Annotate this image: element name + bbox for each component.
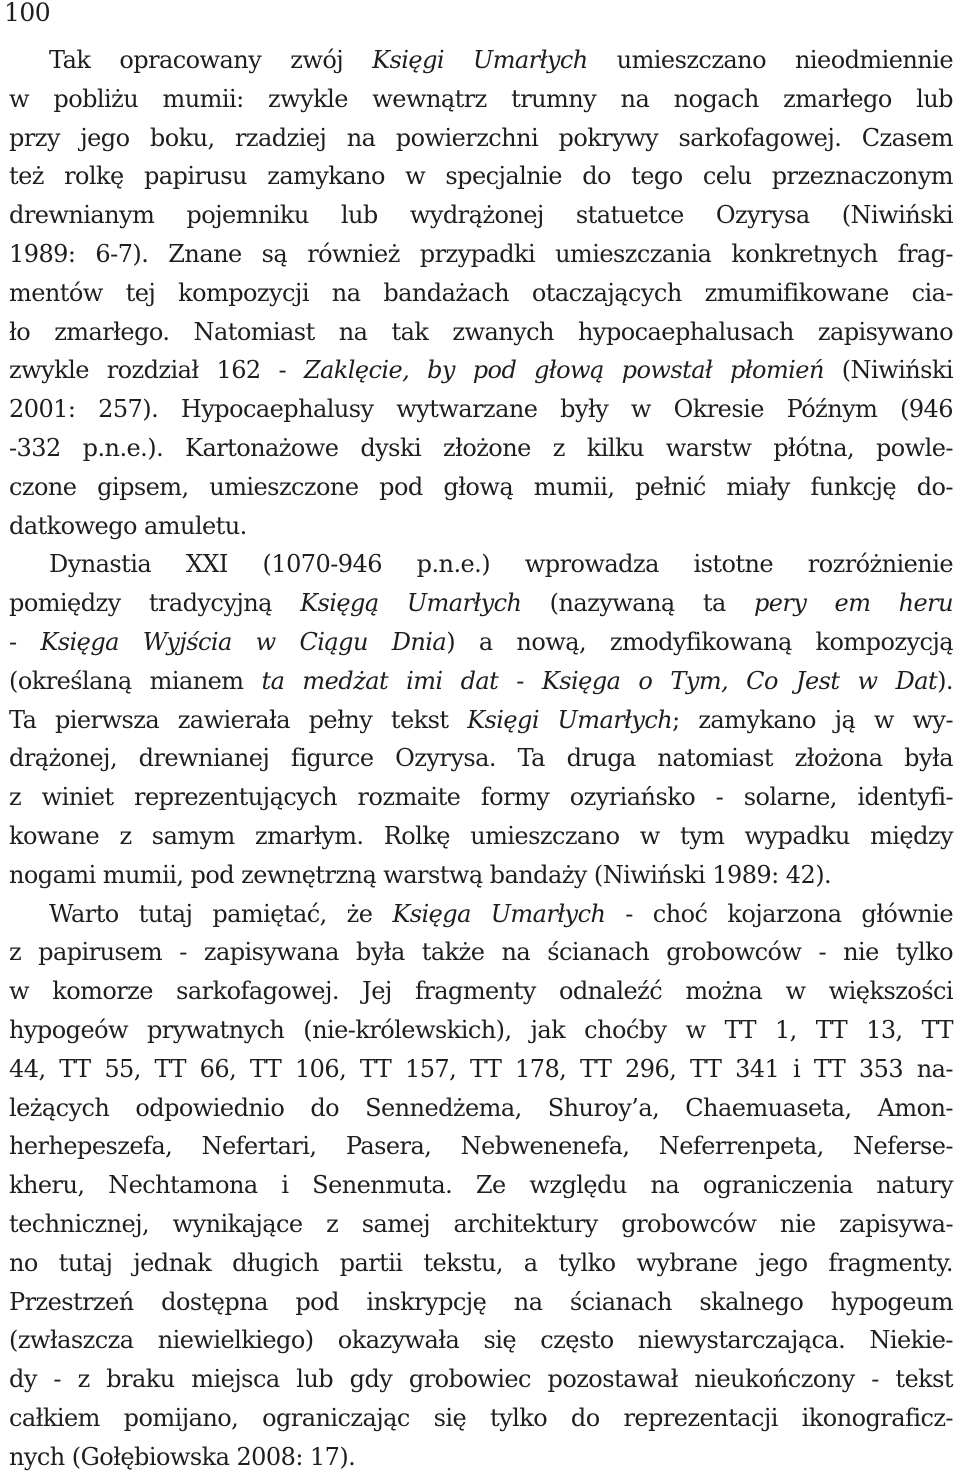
text-line xyxy=(9,157,953,196)
text-line xyxy=(9,274,953,313)
text-line xyxy=(9,662,953,701)
text-segment: też rolkę papirusu zamykano w specjalnie do tego celu przeznaczonym xyxy=(9,162,953,191)
text-segment: pomiędzy tradycyjną xyxy=(9,589,301,618)
text-segment: umieszczano nieodmiennie xyxy=(587,46,953,74)
text-line xyxy=(9,933,953,972)
text-line xyxy=(9,1360,953,1399)
text-line xyxy=(9,778,953,817)
text-segment: ). xyxy=(937,666,953,695)
paragraph xyxy=(9,545,953,894)
text-segment: - xyxy=(498,666,542,695)
text-segment: technicznej, wynikające z samej architektury grobowców nie zapisywa- xyxy=(9,1209,953,1238)
text-segment: leżących odpowiednio do Sennedżema, Shuroy’a, Chaemuaseta, Amon- xyxy=(9,1093,953,1122)
text-line xyxy=(9,623,953,662)
text-line xyxy=(9,895,953,934)
text-segment: Ta pierwsza zawierała pełny tekst xyxy=(9,705,468,734)
text-segment: w komorze sarkofagowej. Jej fragmenty odnaleźć można w większości xyxy=(9,977,953,1006)
text-line xyxy=(9,1166,953,1205)
text-segment: Przestrzeń dostępna pod inskrypcję na ścianach skalnego hypogeum xyxy=(9,1287,953,1316)
italic-text-segment: Zaklęcie, by pod głową powstał płomień xyxy=(303,356,824,385)
text-line xyxy=(9,817,953,856)
text-line xyxy=(9,80,953,119)
text-segment: drewnianym pojemniku lub wydrążonej statuetce Ozyrysa (Niwiński xyxy=(9,201,953,230)
text-line xyxy=(9,235,953,274)
text-segment: (nazywaną ta xyxy=(521,589,754,618)
text-segment: Warto tutaj pamiętać, że xyxy=(49,899,393,928)
text-segment: dy - z braku miejsca lub gdy grobowiec pozostawał nieukończony - tekst xyxy=(9,1365,953,1394)
text-segment: 2001: 257). Hypocaephalusy wytwarzane były w Okresie Późnym (946 xyxy=(9,395,953,424)
text-line xyxy=(9,545,953,584)
text-line xyxy=(9,1321,953,1360)
text-segment: (określaną mianem xyxy=(9,666,262,695)
page-number: 100 xyxy=(4,0,51,27)
text-line xyxy=(9,1205,953,1244)
text-segment: 1989: 6-7). Znane są również przypadki umieszczania konkretnych frag- xyxy=(9,239,953,268)
text-segment: nych (Gołębiowska 2008: 17). xyxy=(9,1442,356,1471)
text-segment: z papirusem - zapisywana była także na ścianach grobowców - nie tylko xyxy=(9,938,953,967)
text-segment: ; zamykano ją w wy- xyxy=(672,705,953,734)
text-line xyxy=(9,701,953,740)
text-segment: - choć kojarzona głównie xyxy=(605,899,954,928)
text-segment: Dynastia XXI (1070-946 p.n.e.) wprowadza istotne rozróżnienie xyxy=(49,550,953,579)
text-segment: - xyxy=(9,627,41,656)
text-segment: kheru, Nechtamona i Senenmuta. Ze względu na ograniczenia natury xyxy=(9,1171,953,1200)
italic-text-segment: Księgi Umarłych xyxy=(467,705,673,734)
text-line xyxy=(9,468,953,507)
text-line xyxy=(9,429,953,468)
text-segment: przy jego boku, rzadziej na powierzchni pokrywy sarkofagowej. Czasem xyxy=(9,123,953,152)
text-line xyxy=(9,313,953,352)
italic-text-segment: pery em heru xyxy=(753,589,954,618)
text-segment: (zwłaszcza niewielkiego) okazywała się często niewystarczająca. Niekie- xyxy=(9,1326,953,1355)
text-line xyxy=(9,41,953,80)
text-segment: w pobliżu mumii: zwykle wewnątrz trumny na nogach zmarłego lub xyxy=(9,84,953,113)
text-line xyxy=(9,972,953,1011)
italic-text-segment: ta medżat imi dat xyxy=(261,666,499,695)
text-segment: drążonej, drewnianej figurce Ozyrysa. Ta druga natomiast złożona była xyxy=(9,744,953,773)
text-line xyxy=(9,119,953,158)
text-segment: hypogeów prywatnych (nie-królewskich), jak choćby w TT 1, TT 13, TT xyxy=(9,1015,953,1044)
text-line xyxy=(9,1283,953,1322)
body-text xyxy=(9,41,953,1476)
text-line xyxy=(9,856,953,895)
text-line xyxy=(9,584,953,623)
text-segment: no tutaj jednak długich partii tekstu, a tylko wybrane jego fragmenty. xyxy=(9,1248,953,1277)
text-segment: z winiet reprezentujących rozmaite formy ozyriańsko - solarne, identyfi- xyxy=(9,783,953,812)
text-segment: herhepeszefa, Nefertari, Pasera, Nebwenenefa, Neferrenpeta, Neferse- xyxy=(9,1132,953,1161)
text-segment: 44, TT 55, TT 66, TT 106, TT 157, TT 178, TT 296, TT 341 i TT 353 na- xyxy=(9,1054,953,1083)
text-segment: -332 p.n.e.). Kartonażowe dyski złożone z kilku warstw płótna, powle- xyxy=(9,433,953,462)
text-segment: Tak opracowany zwój xyxy=(49,46,373,74)
italic-text-segment: Księga Wyjścia w Ciągu Dnia xyxy=(40,627,447,656)
text-segment: (Niwiński xyxy=(823,356,953,385)
text-segment: mentów tej kompozycji na bandażach otaczających zmumifikowane cia- xyxy=(9,278,953,307)
text-line xyxy=(9,1438,953,1476)
text-line xyxy=(9,1127,953,1166)
italic-text-segment: Księgi Umarłych xyxy=(372,46,588,74)
text-line xyxy=(9,1050,953,1089)
text-segment: całkiem pomijano, ograniczając się tylko do reprezentacji ikonograficz- xyxy=(9,1403,953,1432)
paragraph xyxy=(9,41,953,545)
text-segment: zwykle rozdział 162 - xyxy=(9,356,304,385)
text-line xyxy=(9,1244,953,1283)
italic-text-segment: Księgą Umarłych xyxy=(300,589,522,618)
text-segment: ) a nową, zmodyfikowaną kompozycją xyxy=(446,627,953,656)
text-line xyxy=(9,351,953,390)
text-line xyxy=(9,390,953,429)
text-line xyxy=(9,196,953,235)
text-line xyxy=(9,1399,953,1438)
text-segment: nogami mumii, pod zewnętrzną warstwą bandaży (Niwiński 1989: 42). xyxy=(9,860,832,889)
text-line xyxy=(9,1011,953,1050)
text-line xyxy=(9,507,953,546)
text-line xyxy=(9,1089,953,1128)
text-segment: datkowego amuletu. xyxy=(9,511,247,540)
text-line xyxy=(9,739,953,778)
text-segment: ło zmarłego. Natomiast na tak zwanych hypocaephalusach zapisywano xyxy=(9,317,953,346)
text-segment: kowane z samym zmarłym. Rolkę umieszczano w tym wypadku między xyxy=(9,821,953,850)
italic-text-segment: Księga o Tym, Co Jest w Dat xyxy=(541,666,938,695)
text-segment: czone gipsem, umieszczone pod głową mumii, pełnić miały funkcję do- xyxy=(9,472,953,501)
italic-text-segment: Księga Umarłych xyxy=(392,899,606,928)
paragraph xyxy=(9,895,953,1476)
